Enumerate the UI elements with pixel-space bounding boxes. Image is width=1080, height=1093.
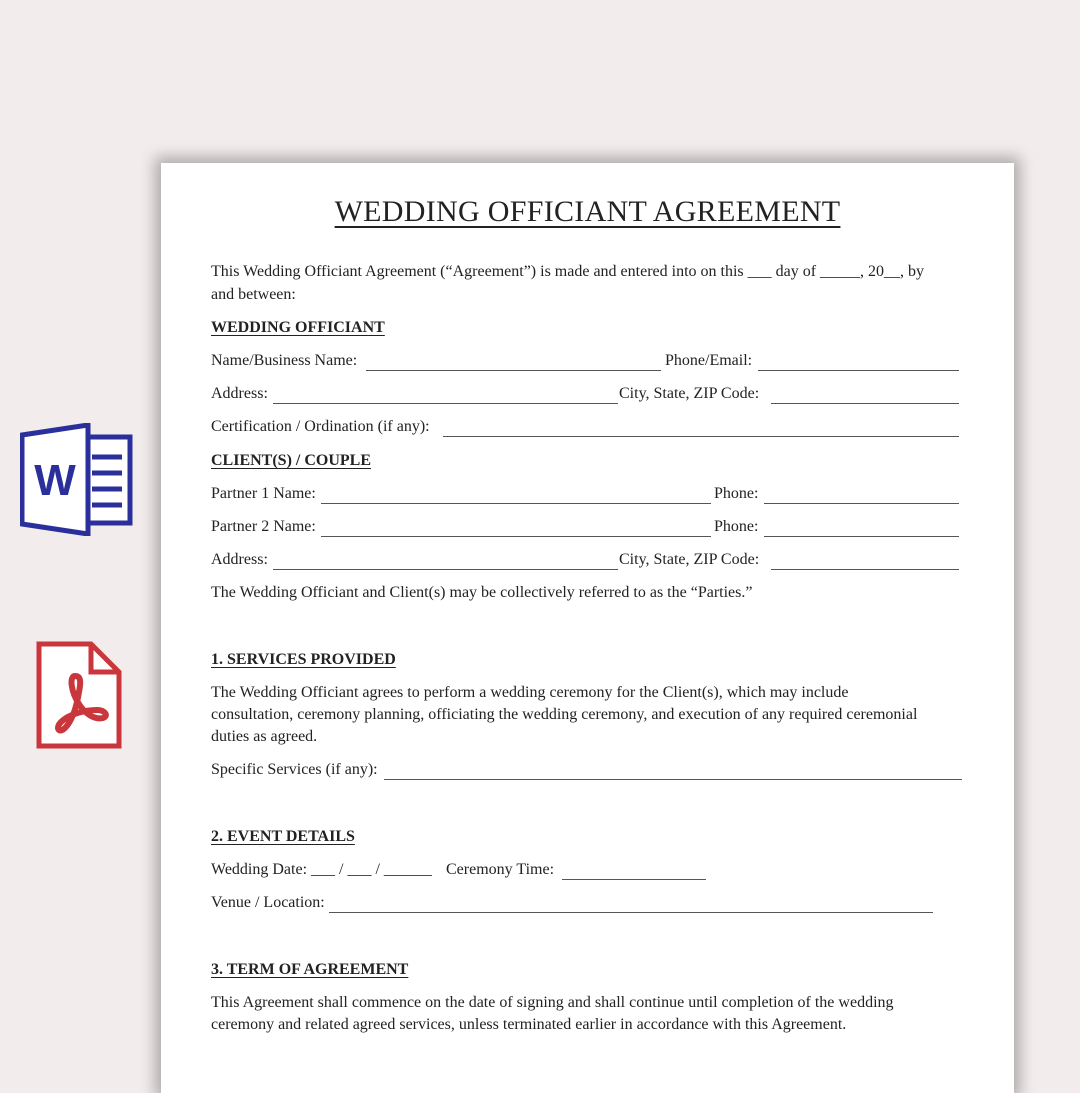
client-city-field[interactable] xyxy=(771,569,959,570)
partner2-phone-field[interactable] xyxy=(764,536,959,537)
services-text-line3: duties as agreed. xyxy=(211,728,318,745)
services-text-line2: consultation, ceremony planning, officiating the wedding ceremony, and execution of any required ceremonial xyxy=(211,706,918,723)
services-heading: 1. SERVICES PROVIDED xyxy=(211,651,396,668)
term-heading: 3. TERM OF AGREEMENT xyxy=(211,961,409,978)
partner2-name-label: Partner 2 Name: xyxy=(211,518,316,535)
certification-field[interactable] xyxy=(443,436,959,437)
officiant-name-field[interactable] xyxy=(366,370,661,371)
certification-label: Certification / Ordination (if any): xyxy=(211,418,430,435)
event-heading: 2. EVENT DETAILS xyxy=(211,828,355,845)
partner1-name-field[interactable] xyxy=(321,503,711,504)
venue-label: Venue / Location: xyxy=(211,894,325,911)
document-title: WEDDING OFFICIANT AGREEMENT xyxy=(334,195,841,228)
wedding-date-field[interactable]: Wedding Date: ___ / ___ / ______ xyxy=(211,861,432,878)
intro-text-line1: This Wedding Officiant Agreement (“Agreement”) is made and entered into on this ___ day of _____, 20__, by xyxy=(211,263,925,280)
officiant-address-label: Address: xyxy=(211,385,268,402)
venue-field[interactable] xyxy=(329,912,933,913)
partner1-phone-label: Phone: xyxy=(714,485,759,502)
services-text-line1: The Wedding Officiant agrees to perform a wedding ceremony for the Client(s), which may include xyxy=(211,684,849,701)
microsoft-word-icon xyxy=(20,423,133,536)
partner2-name-field[interactable] xyxy=(321,536,711,537)
client-heading: CLIENT(S) / COUPLE xyxy=(211,452,372,469)
partner1-name-label: Partner 1 Name: xyxy=(211,485,316,502)
ceremony-time-field[interactable] xyxy=(562,879,706,880)
officiant-city-field[interactable] xyxy=(771,403,959,404)
officiant-phone-email-field[interactable] xyxy=(758,370,959,371)
specific-services-field[interactable] xyxy=(384,779,962,780)
specific-services-label: Specific Services (if any): xyxy=(211,761,378,778)
document-page xyxy=(161,163,1014,1093)
parties-note: The Wedding Officiant and Client(s) may be collectively referred to as the “Parties.” xyxy=(211,584,753,601)
intro-text-line2: and between: xyxy=(211,286,296,303)
client-address-label: Address: xyxy=(211,551,268,568)
officiant-heading: WEDDING OFFICIANT xyxy=(211,319,385,336)
officiant-name-label: Name/Business Name: xyxy=(211,352,358,369)
partner1-phone-field[interactable] xyxy=(764,503,959,504)
term-text-line2: ceremony and related agreed services, unless terminated earlier in accordance with this Agreement. xyxy=(211,1016,847,1033)
term-text-line1: This Agreement shall commence on the date of signing and shall continue until completion of the wedding xyxy=(211,994,894,1011)
officiant-phone-email-label: Phone/Email: xyxy=(665,352,753,369)
client-city-label: City, State, ZIP Code: xyxy=(619,551,760,568)
pdf-file-icon xyxy=(35,640,123,750)
officiant-city-label: City, State, ZIP Code: xyxy=(619,385,760,402)
officiant-address-field[interactable] xyxy=(273,403,618,404)
partner2-phone-label: Phone: xyxy=(714,518,759,535)
word-icon-letter: W xyxy=(34,456,76,505)
ceremony-time-label: Ceremony Time: xyxy=(446,861,555,878)
client-address-field[interactable] xyxy=(273,569,618,570)
